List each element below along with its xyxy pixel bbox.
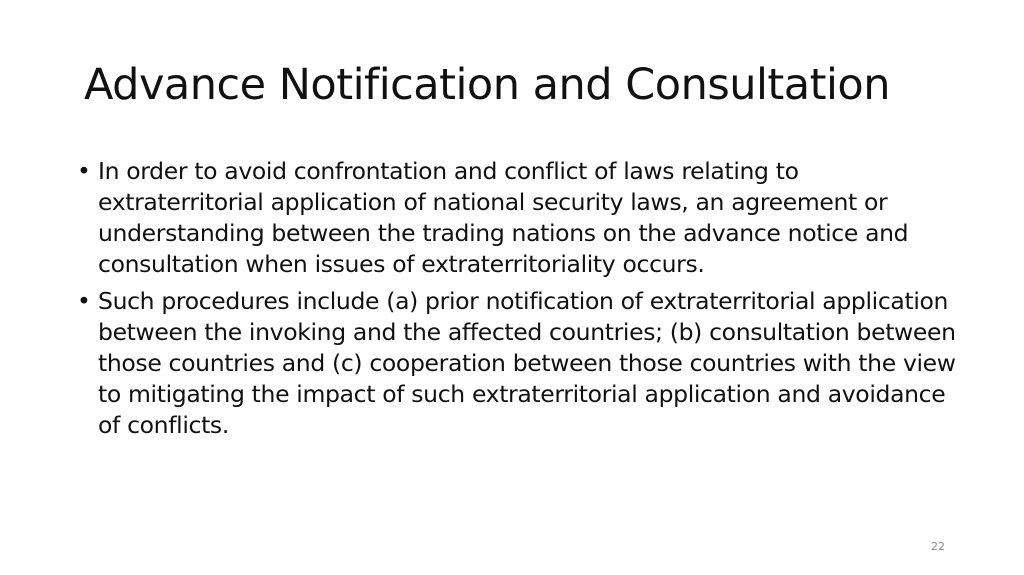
slide-number: 22 (931, 540, 945, 553)
bullet-marker-icon: • (77, 287, 91, 315)
bullet-item-2 (77, 286, 957, 441)
bullet-list (77, 156, 957, 447)
slide-title: Advance Notification and Consultation (84, 60, 890, 110)
bullet-marker-icon: • (77, 157, 91, 185)
bullet-item-1 (77, 156, 957, 280)
bullet-text-1: In order to avoid confrontation and conflict of laws relating to extraterritorial application of national security laws, an agreement or understanding between the trading nations on the advance notice and consultation when issues of extraterritoriality occurs. (98, 157, 909, 278)
bullet-text-2: Such procedures include (a) prior notification of extraterritorial application between the invoking and the affected countries; (b) consultation between those countries and (c) cooperation between those countries with the view to mitigating the impact of such extraterritorial application and avoidance of conflicts. (98, 287, 956, 439)
